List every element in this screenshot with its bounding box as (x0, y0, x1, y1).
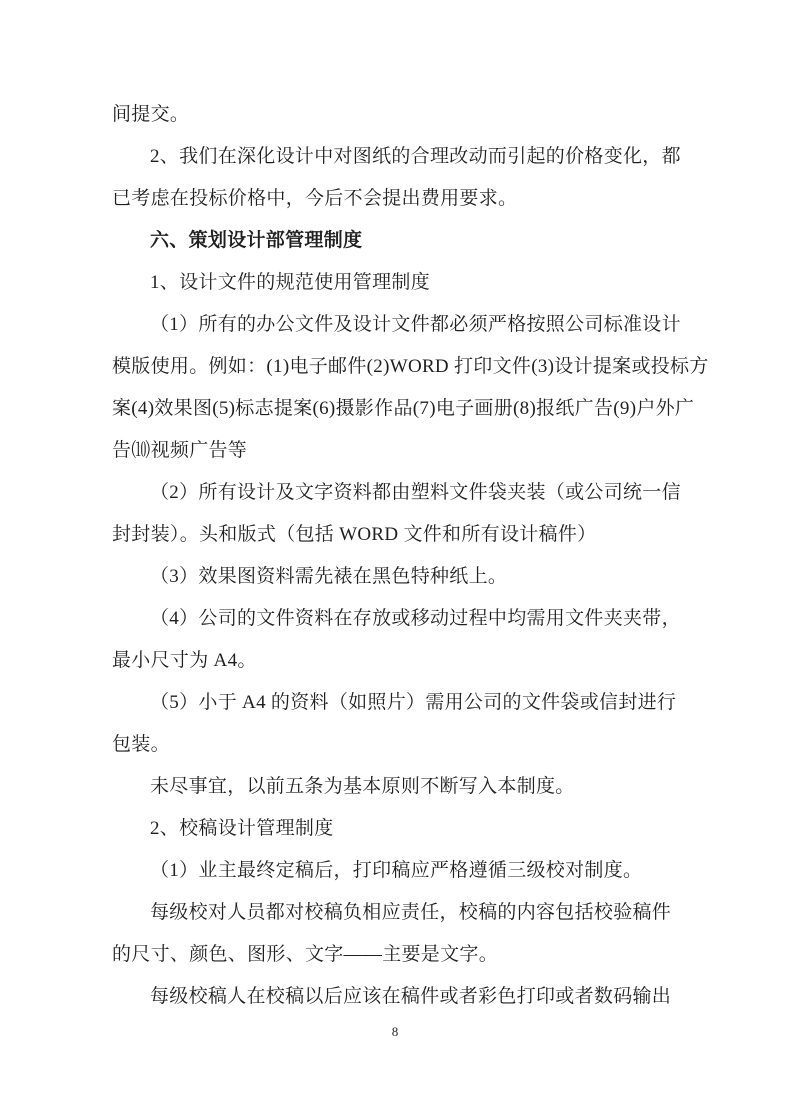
paragraph-line: 模版使用。例如：(1)电子邮件(2)WORD 打印文件(3)设计提案或投标方 (112, 356, 709, 377)
paragraph-line: 每级校对人员都对校稿负相应责任，校稿的内容包括校验稿件 (150, 902, 672, 923)
subsection-title: 1、设计文件的规范使用管理制度 (150, 272, 431, 293)
subsection-title: 2、校稿设计管理制度 (150, 818, 334, 839)
paragraph-line: 封封装）。头和版式（包括 WORD 文件和所有设计稿件） (112, 524, 597, 545)
page-number: 8 (391, 1024, 399, 1039)
paragraph-line: （1）业主最终定稿后，打印稿应严格遵循三级校对制度。 (150, 860, 643, 881)
section-heading: 六、策划设计部管理制度 (150, 230, 363, 251)
paragraph-line: （3）效果图资料需先裱在黑色特种纸上。 (150, 566, 508, 587)
paragraph-line: 已考虑在投标价格中，今后不会提出费用要求。 (112, 188, 518, 209)
document-body (112, 94, 709, 1018)
paragraph-line: 案(4)效果图(5)标志提案(6)摄影作品(7)电子画册(8)报纸广告(9)户外广 (112, 398, 695, 419)
paragraph-line: 包装。 (112, 734, 170, 755)
paragraph-line: 告⑽视频广告等 (112, 440, 248, 461)
paragraph-line: （4）公司的文件资料在存放或移动过程中均需用文件夹夹带， (150, 608, 681, 629)
paragraph-line: 每级校稿人在校稿以后应该在稿件或者彩色打印或者数码输出 (150, 986, 672, 1007)
paragraph-line: （1）所有的办公文件及设计文件都必须严格按照公司标准设计 (150, 314, 681, 335)
paragraph-line: 最小尺寸为 A4。 (112, 650, 257, 671)
paragraph-line: 的尺寸、颜色、图形、文字——主要是文字。 (112, 944, 499, 965)
paragraph-line: 间提交。 (112, 104, 190, 125)
paragraph-line: 2、我们在深化设计中对图纸的合理改动而引起的价格变化，都 (150, 146, 681, 167)
paragraph-line: （2）所有设计及文字资料都由塑料文件袋夹装（或公司统一信 (150, 482, 681, 503)
paragraph-line: 未尽事宜，以前五条为基本原则不断写入本制度。 (150, 776, 575, 797)
paragraph-line: （5）小于 A4 的资料（如照片）需用公司的文件袋或信封进行 (150, 692, 677, 713)
